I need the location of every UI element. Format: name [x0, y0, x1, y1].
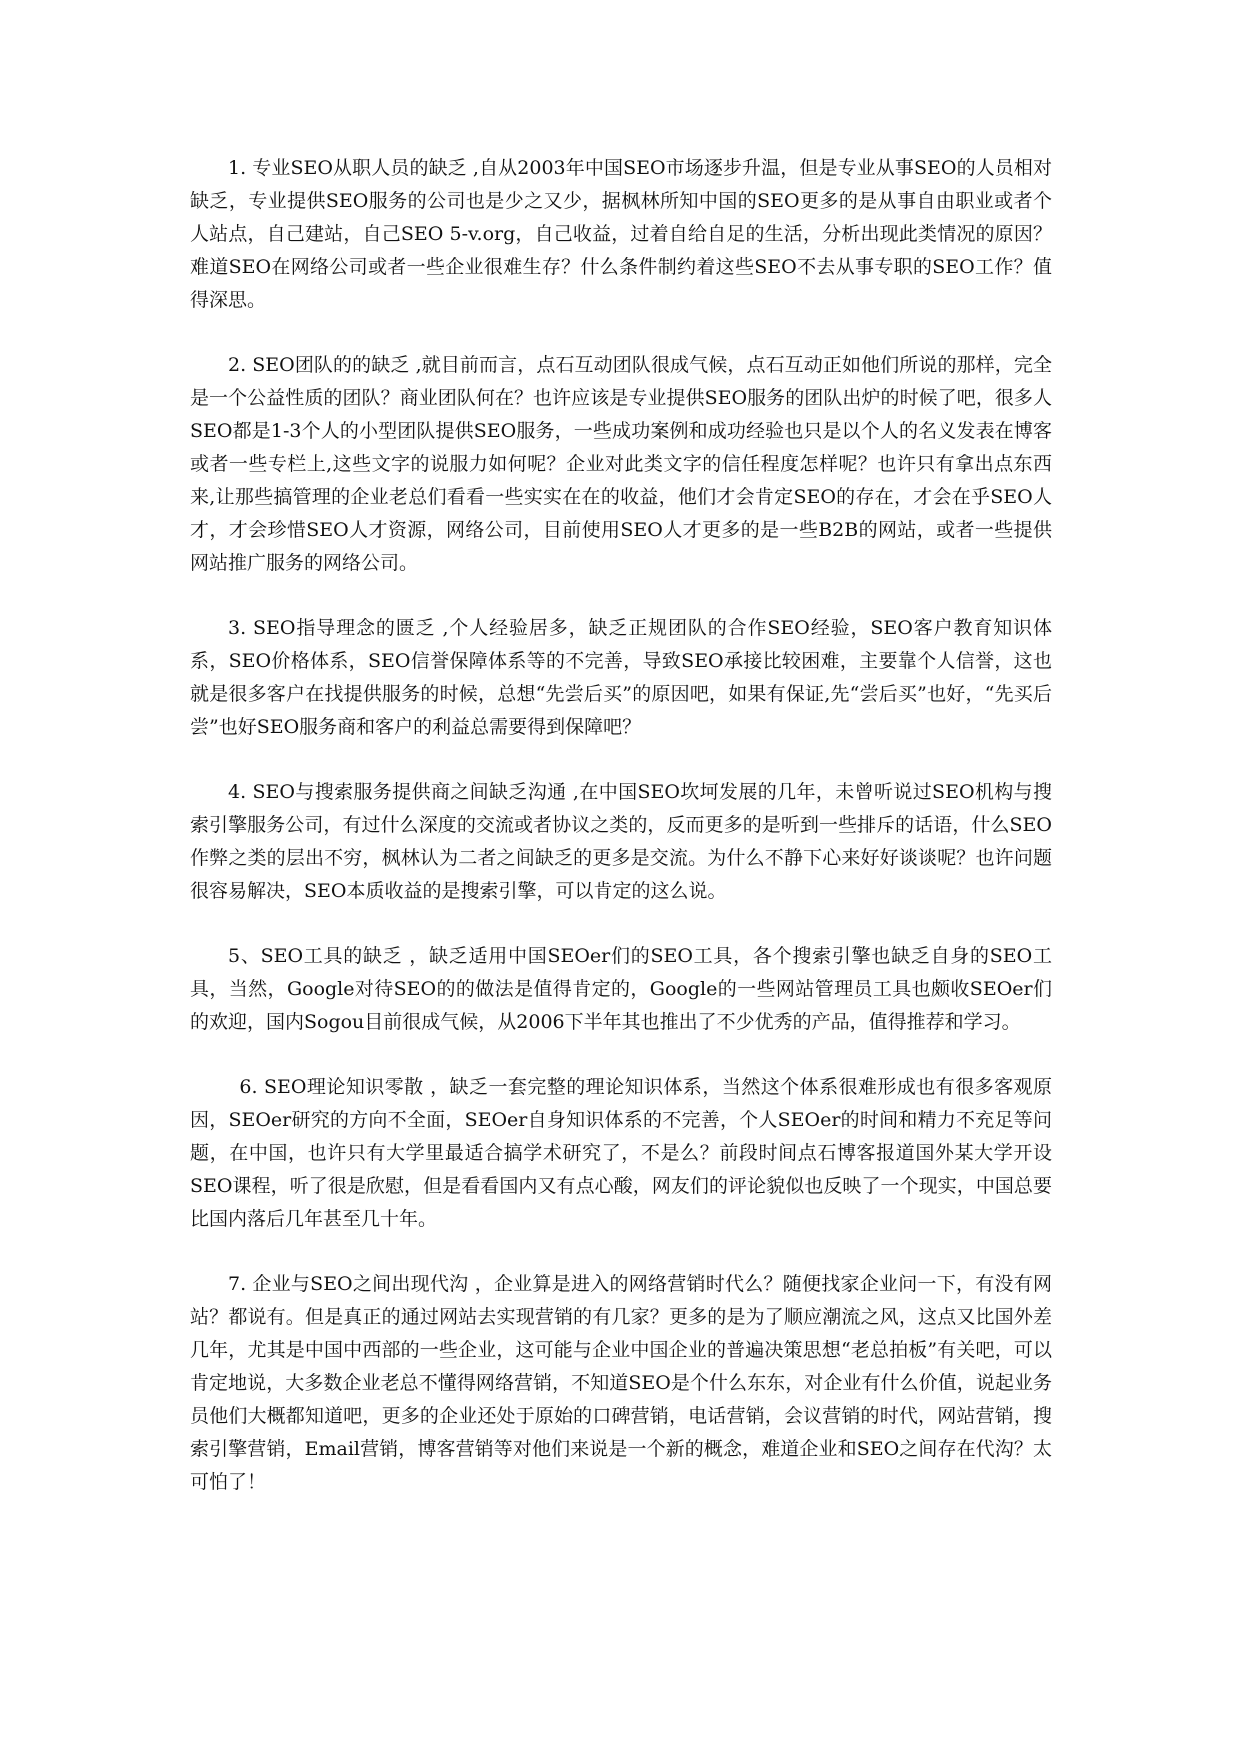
paragraph-4: 4. SEO与搜索服务提供商之间缺乏沟通 ,在中国SEO坎坷发展的几年，未曾听说过SEO机构与搜索引擎服务公司，有过什么深度的交流或者协议之类的，反而更多的是听到一些排斥的话语，什么SEO作弊之类的层出不穷，枫林认为二者之间缺乏的更多是交流。为什么不静下心来好好谈谈呢？也许问题很容易解决，SEO本质收益的是搜索引擎，可以肯定的这么说。 [190, 781, 1052, 902]
paragraph-5: 5、SEO工具的缺乏 ，缺乏适用中国SEOer们的SEO工具，各个搜索引擎也缺乏自身的SEO工具，当然，Google对待SEO的的做法是值得肯定的，Google的一些网站管理员工具也颇收SEOer们的欢迎，国内Sogou目前很成气候，从2006下半年其也推出了不少优秀的产品，值得推荐和学习。 [190, 945, 1052, 1033]
paragraph-2: 2. SEO团队的的缺乏 ,就目前而言，点石互动团队很成气候，点石互动正如他们所说的那样，完全是一个公益性质的团队？商业团队何在？也许应该是专业提供SEO服务的团队出炉的时候了吧，很多人SEO都是1-3个人的小型团队提供SEO服务，一些成功案例和成功经验也只是以个人的名义发表在博客或者一些专栏上,这些文字的说服力如何呢？企业对此类文字的信任程度怎样呢？也许只有拿出点东西来,让那些搞管理的企业老总们看看一些实实在在的收益，他们才会肯定SEO的存在，才会在乎SEO人才，才会珍惜SEO人才资源，网络公司，目前使用SEO人才更多的是一些B2B的网站，或者一些提供网站推广服务的网络公司。 [190, 354, 1052, 574]
paragraph-3: 3. SEO指导理念的匮乏 ,个人经验居多，缺乏正规团队的合作SEO经验，SEO客户教育知识体系，SEO价格体系，SEO信誉保障体系等的不完善，导致SEO承接比较困难，主要靠个人信誉，这也就是很多客户在找提供服务的时候，总想“先尝后买”的原因吧，如果有保证,先“尝后买”也好，“先买后尝”也好SEO服务商和客户的利益总需要得到保障吧？ [190, 617, 1052, 738]
document-body [190, 152, 1052, 1531]
paragraph-6: 6. SEO理论知识零散 ，缺乏一套完整的理论知识体系，当然这个体系很难形成也有很多客观原因，SEOer研究的方向不全面，SEOer自身知识体系的不完善，个人SEOer的时间和精力不充足等问题，在中国，也许只有大学里最适合搞学术研究了，不是么？前段时间点石博客报道国外某大学开设SEO课程，听了很是欣慰，但是看看国内又有点心酸，网友们的评论貌似也反映了一个现实，中国总要比国内落后几年甚至几十年。 [190, 1076, 1052, 1230]
paragraph-1: 1. 专业SEO从职人员的缺乏 ,自从2003年中国SEO市场逐步升温，但是专业从事SEO的人员相对缺乏，专业提供SEO服务的公司也是少之又少，据枫林所知中国的SEO更多的是从事自由职业或者个人站点，自己建站，自己SEO 5-v.org，自己收益，过着自给自足的生活，分析出现此类情况的原因？难道SEO在网络公司或者一些企业很难生存？什么条件制约着这些SEO不去从事专职的SEO工作？值得深思。 [190, 157, 1052, 311]
paragraph-7: 7. 企业与SEO之间出现代沟 ，企业算是进入的网络营销时代么？随便找家企业问一下，有没有网站？都说有。但是真正的通过网站去实现营销的有几家？更多的是为了顺应潮流之风，这点又比国外差几年，尤其是中国中西部的一些企业，这可能与企业中国企业的普遍决策思想“老总拍板”有关吧，可以肯定地说，大多数企业老总不懂得网络营销，不知道SEO是个什么东东，对企业有什么价值，说起业务员他们大概都知道吧，更多的企业还处于原始的口碑营销，电话营销，会议营销的时代，网站营销，搜索引擎营销，Email营销，博客营销等对他们来说是一个新的概念，难道企业和SEO之间存在代沟？太可怕了！ [190, 1273, 1052, 1493]
